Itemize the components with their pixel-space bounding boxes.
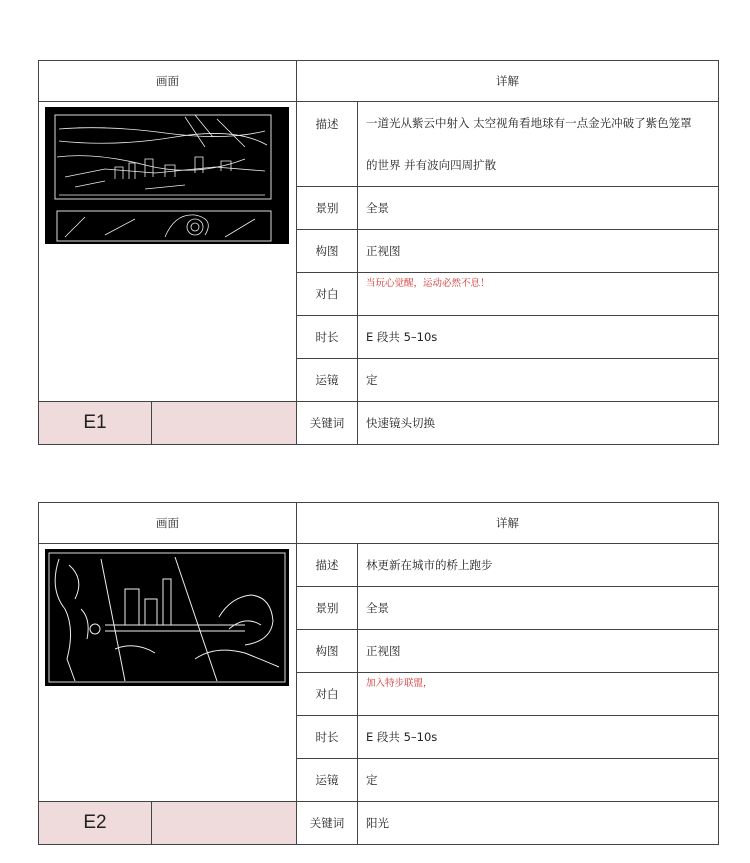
keyword-value: 快速镜头切换	[358, 402, 719, 445]
label-dialogue: 对白	[297, 673, 358, 716]
label-composition: 构图	[297, 230, 358, 273]
duration-value: E 段共 5–10s	[358, 316, 719, 359]
label-keyword: 关键词	[297, 402, 358, 445]
description-value	[358, 102, 719, 187]
camera-value: 定	[358, 759, 719, 802]
shot-value: 全景	[358, 587, 719, 630]
description-line-2: 的世界 并有波向四周扩散	[366, 158, 497, 172]
keyword-value: 阳光	[358, 802, 719, 845]
label-description: 描述	[297, 102, 358, 187]
episode-blank	[152, 802, 297, 845]
shot-value: 全景	[358, 187, 719, 230]
episode-id: E2	[39, 802, 152, 845]
label-description: 描述	[297, 544, 358, 587]
label-dialogue: 对白	[297, 273, 358, 316]
picture-header: 画面	[39, 503, 297, 544]
camera-value: 定	[358, 359, 719, 402]
duration-value: E 段共 5–10s	[358, 716, 719, 759]
label-shot: 景别	[297, 187, 358, 230]
label-duration: 时长	[297, 716, 358, 759]
dialogue-value: 加入特步联盟，	[358, 673, 719, 716]
dialogue-value: 当玩心觉醒，运动必然不息！	[358, 273, 719, 316]
label-keyword: 关键词	[297, 802, 358, 845]
sketch-cell	[39, 102, 297, 402]
episode-id: E1	[39, 402, 152, 445]
sketch-cell	[39, 544, 297, 802]
storyboard-sketch-e1	[45, 107, 289, 244]
label-duration: 时长	[297, 316, 358, 359]
detail-header: 详解	[297, 61, 719, 102]
storyboard-table-e1	[38, 60, 719, 445]
label-shot: 景别	[297, 587, 358, 630]
composition-value: 正视图	[358, 630, 719, 673]
detail-header: 详解	[297, 503, 719, 544]
description-value: 林更新在城市的桥上跑步	[358, 544, 719, 587]
composition-value: 正视图	[358, 230, 719, 273]
episode-blank	[152, 402, 297, 445]
label-camera: 运镜	[297, 359, 358, 402]
description-line-1: 一道光从紫云中射入 太空视角看地球有一点金光冲破了紫色笼罩	[366, 116, 692, 130]
label-camera: 运镜	[297, 759, 358, 802]
storyboard-sketch-e2	[45, 549, 289, 686]
storyboard-table-e2	[38, 502, 719, 845]
picture-header: 画面	[39, 61, 297, 102]
label-composition: 构图	[297, 630, 358, 673]
